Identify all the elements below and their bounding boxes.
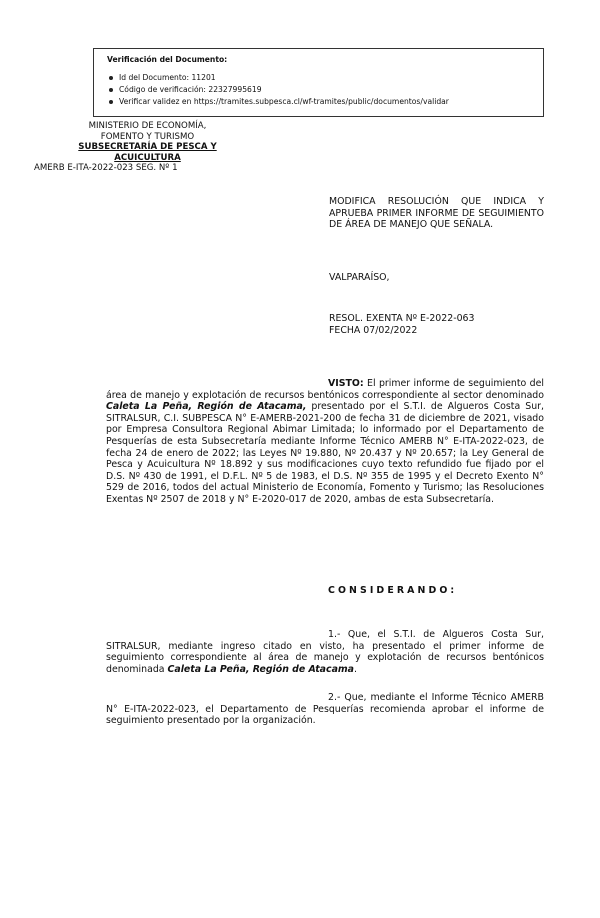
point-1-end: . <box>354 663 357 675</box>
visto-text-b: presentado por el S.T.I. de Algueros Costa Sur, SITRALSUR, C.I. SUBPESCA N° E-AMERB-2021-200 de fecha 31 de diciembre de 2021, visado por Empresa Consultora Regional Abimar Limitada; lo informado por el Departamento de Pesquerías de esta Subsecretaría mediante Informe Técnico AMERB N° E-ITA-2022-023, de fecha 24 de enero de 2022; las Leyes Nº 19.880, Nº 20.437 y Nº 20.657; la Ley General de Pesca y Acuicultura Nº 18.892 y sus modificaciones cuyo texto refundido fue fijado por el D.S. Nº 430 de 1991, el D.F.L. Nº 5 de 1983, el D.S. Nº 355 de 1995 y el Decreto Exento N° 529 de 2016, todos del actual Ministerio de Economía, Fomento y Turismo; las Resoluciones Exentas Nº 2507 de 2018 y N° E-2020-017 de 2020, ambas de esta Subsecretaría. <box>106 401 544 505</box>
resolution-date: FECHA 07/02/2022 <box>329 325 418 336</box>
considerando-point-1 <box>106 629 544 675</box>
document-id: Id del Documento: 11201 <box>107 72 539 84</box>
point-1-place: Caleta La Peña, Región de Atacama <box>167 663 354 675</box>
verification-code: Código de verificación: 22327995619 <box>107 84 539 96</box>
verification-title: Verificación del Documento: <box>107 55 228 64</box>
letterhead <box>34 121 235 174</box>
subsecretaria-line-2: ACUICULTURA <box>114 152 181 163</box>
considerando-point-2: 2.- Que, mediante el Informe Técnico AMERB N° E-ITA-2022-023, el Departamento de Pesquerías recomienda aprobar el informe de seguimiento presentado por la organización. <box>106 692 544 727</box>
document-reference: AMERB E-ITA-2022-023 SEG. Nº 1 <box>34 163 178 173</box>
visto-text-a: El primer informe de seguimiento del área de manejo y explotación de recursos bentónicos correspondiente al sector denominado <box>106 378 544 401</box>
point-1-text: 1.- Que, el S.T.I. de Algueros Costa Sur, SITRALSUR, mediante ingreso citado en visto, ha presentado el primer informe de seguimiento correspondiente al área de manejo y explotación de recursos bentónicos denominada <box>106 629 544 675</box>
visto-label: VISTO: <box>328 378 364 389</box>
visto-place: Caleta La Peña, Región de Atacama, <box>106 401 307 413</box>
verification-box <box>93 48 544 117</box>
subsecretaria-line-1: SUBSECRETARÍA DE PESCA Y <box>78 142 217 152</box>
resolution-number: RESOL. EXENTA Nº E-2022-063 <box>329 313 475 324</box>
verification-url[interactable]: Verificar validez en https://tramites.subpesca.cl/wf-tramites/public/documentos/validar <box>107 96 539 108</box>
visto-paragraph <box>106 378 544 506</box>
ministry-line-2: FOMENTO Y TURISMO <box>100 131 195 142</box>
resolution-subject: MODIFICA RESOLUCIÓN QUE INDICA Y APRUEBA PRIMER INFORME DE SEGUIMIENTO DE ÁREA DE MANEJO QUE SEÑALA. <box>329 196 544 231</box>
considerando-heading: CONSIDERANDO: <box>328 585 458 596</box>
ministry-line-1: MINISTERIO DE ECONOMÍA, <box>88 121 207 131</box>
place: VALPARAÍSO, <box>329 272 390 283</box>
verification-list <box>107 72 543 108</box>
